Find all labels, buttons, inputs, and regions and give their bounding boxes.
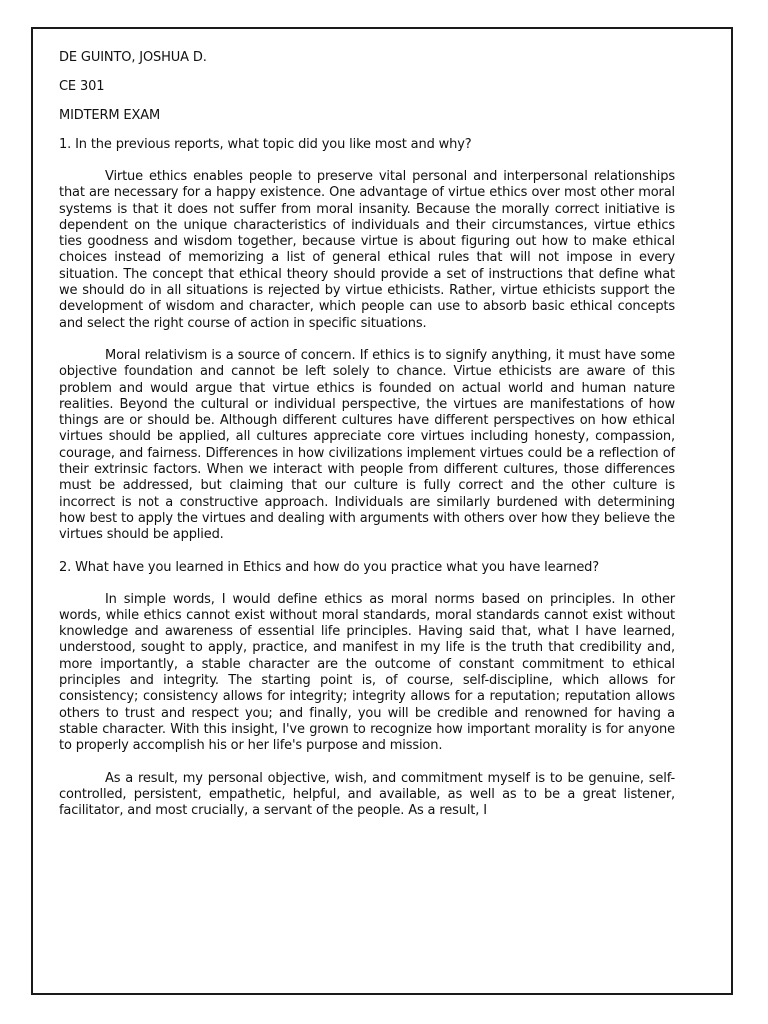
student-name: DE GUINTO, JOSHUA D. <box>59 50 207 65</box>
course-code: CE 301 <box>59 79 105 94</box>
question-2-prompt: 2. What have you learned in Ethics and how do you practice what you have learned? <box>59 559 600 575</box>
document-body <box>59 50 675 835</box>
answer-2-paragraph-1: In simple words, I would define ethics as moral norms based on principles. In other words, while ethics cannot exist without moral standards, moral standards cannot exist without knowledge and awareness of essential life principles. Having said that, what I have learned, understood, sought to apply, practice, and manifest in my life is the truth that credibility and, more importantly, a stable character are the outcome of constant commitment to ethical principles and integrity. The starting point is, of course, self-discipline, which allows for consistency; consistency allows for integrity; integrity allows for a reputation; reputation allows others to trust and respect you; and finally, you will be credible and renowned for having a stable character. With this insight, I've grown to recognize how important morality is for anyone to properly accomplish his or her life's purpose and mission. <box>59 591 675 754</box>
answer-1-paragraph-1: Virtue ethics enables people to preserve vital personal and interpersonal relationships that are necessary for a happy existence. One advantage of virtue ethics over most other moral systems is that it does not suffer from moral insanity. Because the morally correct initiative is dependent on the unique characteristics of individuals and their circumstances, virtue ethics ties goodness and wisdom together, because virtue is about figuring out how to make ethical choices instead of memorizing a list of general ethical rules that will not impose in every situation. The concept that ethical theory should provide a set of instructions that define what we should do in all situations is rejected by virtue ethicists. Rather, virtue ethicists support the development of wisdom and character, which people can use to absorb basic ethical concepts and select the right course of action in specific situations. <box>59 169 675 331</box>
exam-title: MIDTERM EXAM <box>59 108 161 123</box>
answer-2-paragraph-2: As a result, my personal objective, wish, and commitment myself is to be genuine, self-controlled, persistent, empathetic, helpful, and available, as well as to be a great listener, facilitator, and most crucially, a servant of the people. As a result, I <box>59 770 675 819</box>
question-1-prompt: 1. In the previous reports, what topic did you like most and why? <box>59 137 472 152</box>
answer-1-paragraph-2: Moral relativism is a source of concern. If ethics is to signify anything, it must have some objective foundation and cannot be left solely to chance. Virtue ethicists are aware of this problem and would argue that virtue ethics is founded on actual world and human nature realities. Beyond the cultural or individual perspective, the virtues are manifestations of how things are or should be. Although different cultures have different perspectives on how ethical virtues should be applied, all cultures appreciate core virtues including honesty, compassion, courage, and fairness. Differences in how civilizations implement virtues could be a reflection of their extrinsic factors. When we interact with people from different cultures, those differences must be addressed, but claiming that our culture is fully correct and the other culture is incorrect is not a constructive approach. Individuals are similarly burdened with determining how best to apply the virtues and dealing with arguments with others over how they believe the virtues should be applied. <box>59 347 675 543</box>
